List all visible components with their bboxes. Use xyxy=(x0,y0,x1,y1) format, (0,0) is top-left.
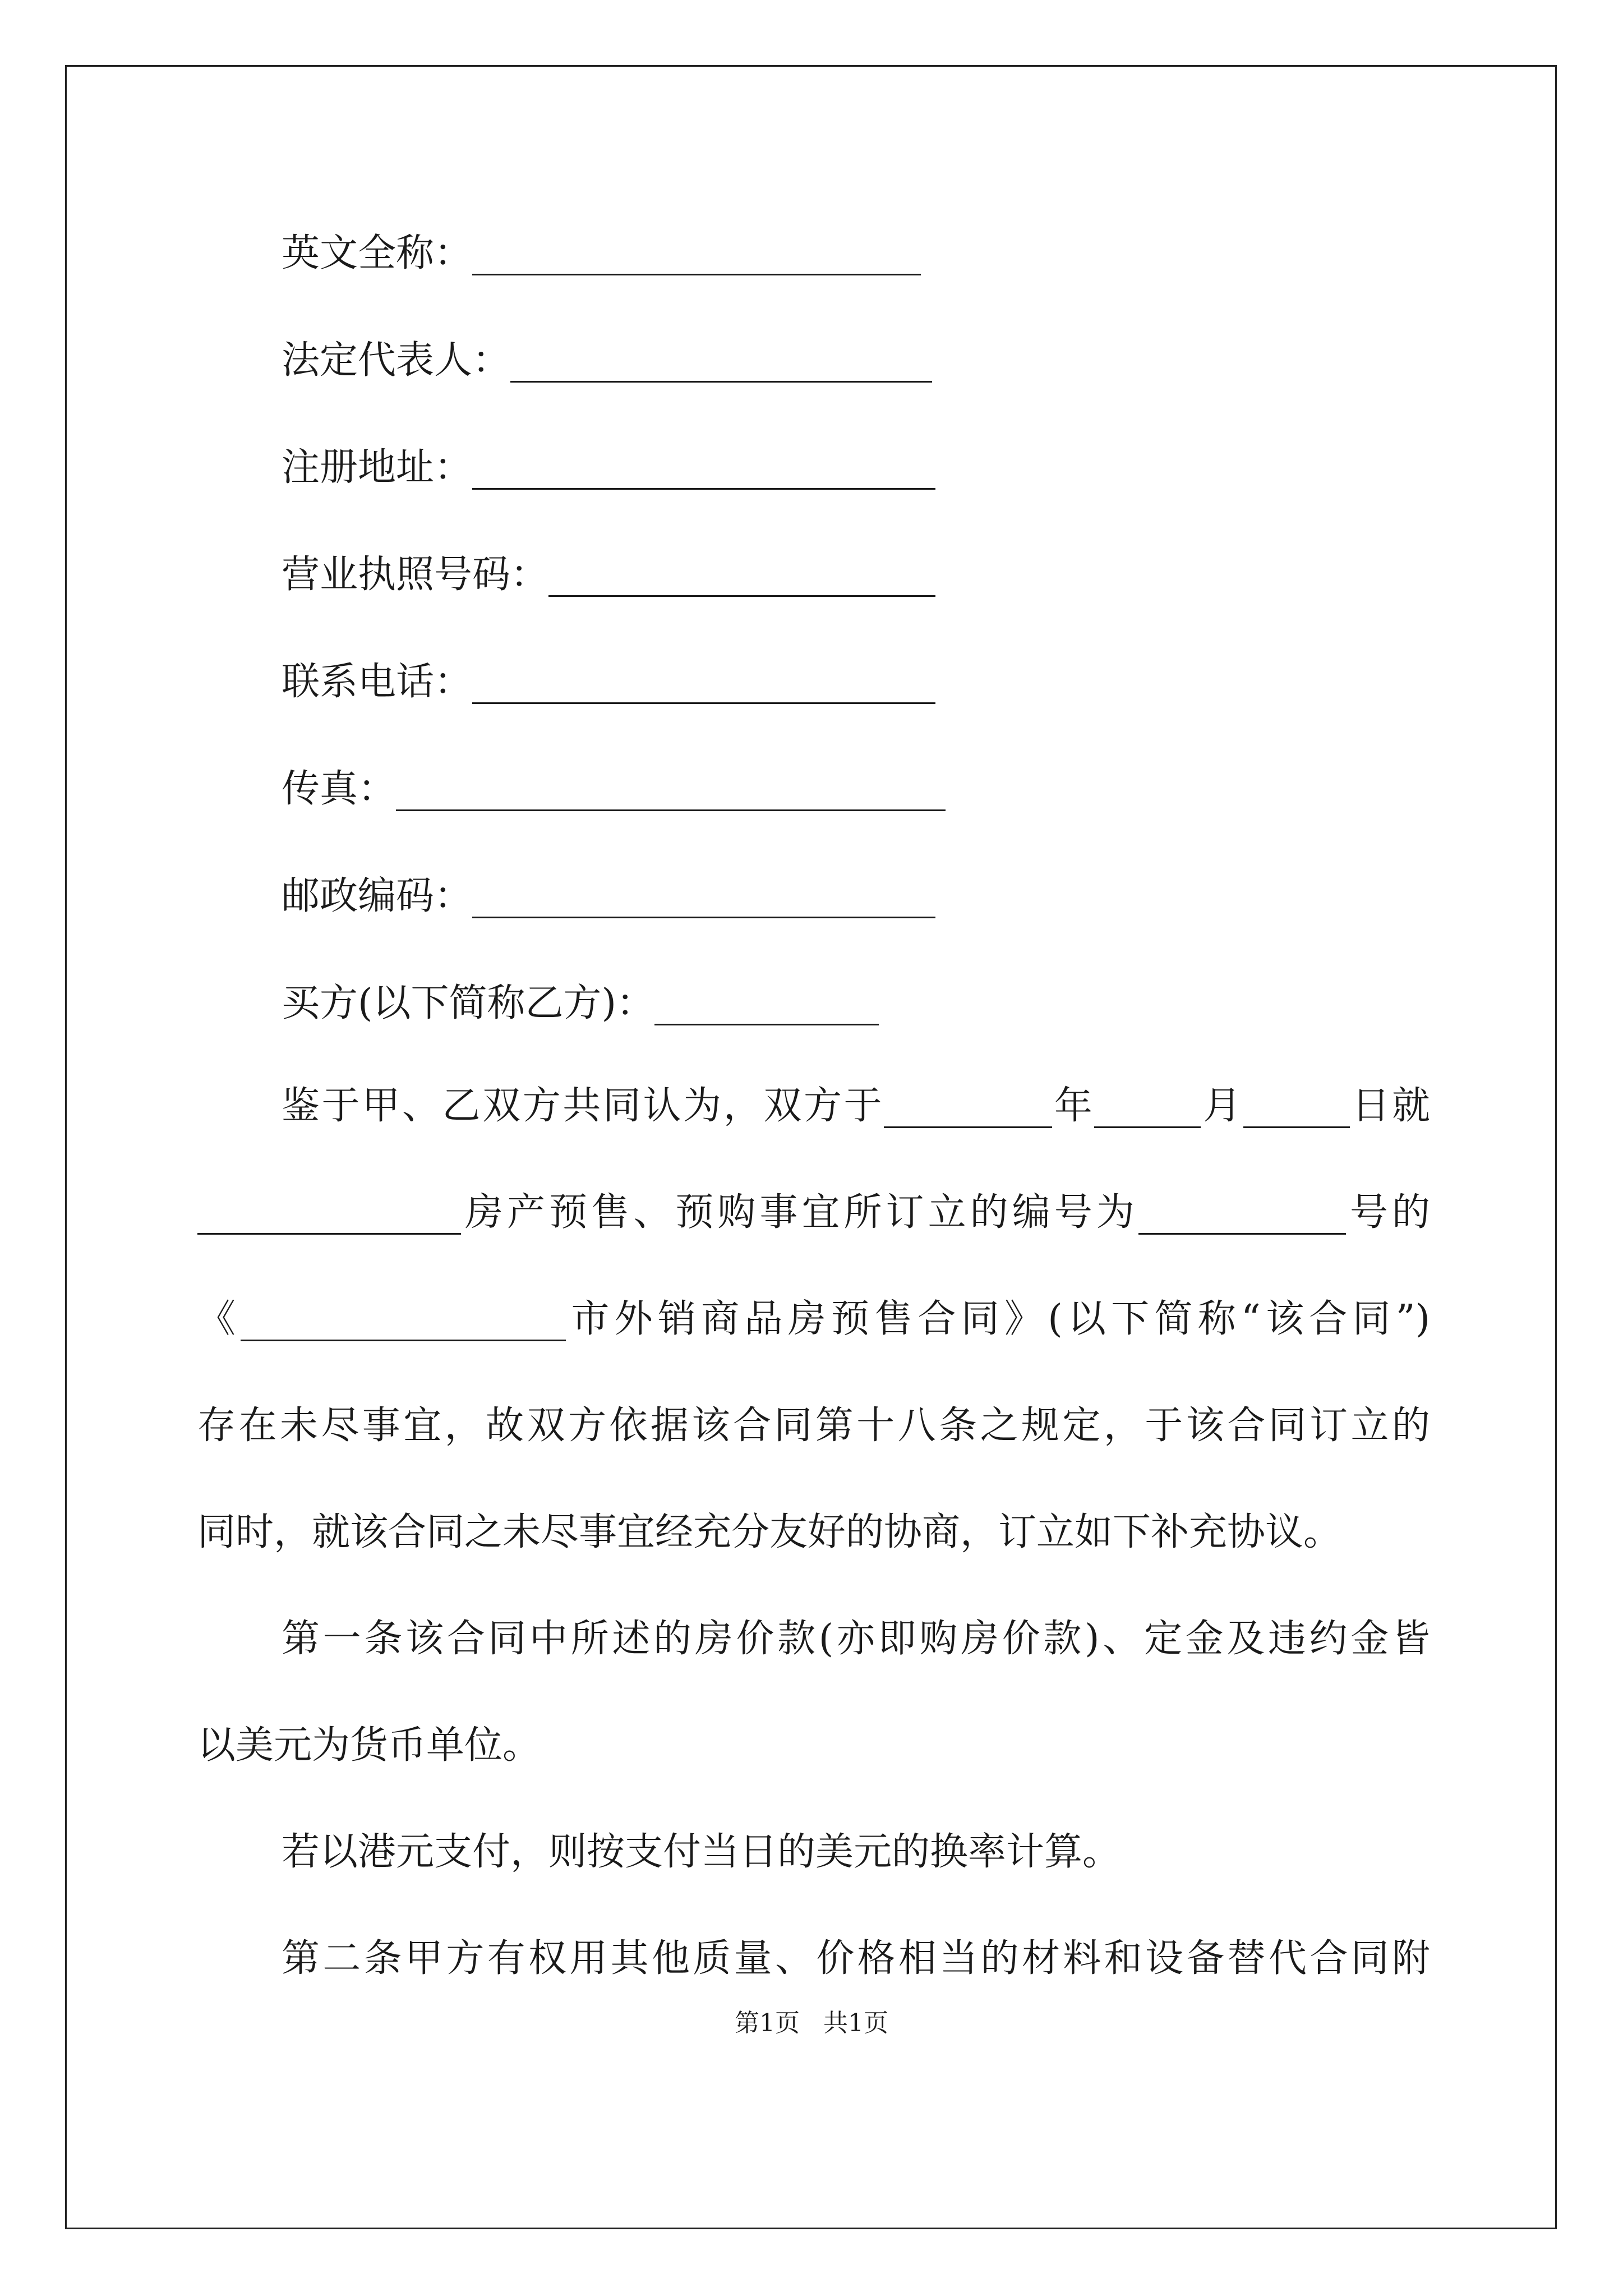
preamble-line-1 xyxy=(282,1084,1430,1129)
field-phone xyxy=(282,660,935,705)
field-label: 英文全称： xyxy=(282,231,473,275)
fill-blank-day[interactable] xyxy=(1243,1084,1350,1128)
fill-blank[interactable] xyxy=(472,445,935,490)
preamble-line-5: 同时，就该合同之未尽事宜经充分友好的协商，订立如下补充协议。 xyxy=(197,1510,1342,1554)
article-2-line-1: 第二条甲方有权用其他质量、价格相当的材料和设备替代合同附 xyxy=(282,1936,1430,1981)
fill-blank[interactable] xyxy=(654,981,879,1025)
preamble-text: 《 xyxy=(197,1297,241,1341)
field-label: 传真： xyxy=(282,767,396,811)
field-business-license-number xyxy=(282,553,935,597)
preamble-line-3 xyxy=(197,1297,1430,1342)
article-1-line-1: 第一条该合同中所述的房价款(亦即购房价款)、定金及违约金皆 xyxy=(282,1617,1430,1661)
fill-blank-city[interactable] xyxy=(241,1297,566,1341)
fill-blank[interactable] xyxy=(510,338,932,383)
exchange-rate-note: 若以港元支付，则按支付当日的美元的换率计算。 xyxy=(282,1830,1121,1874)
field-postal-code xyxy=(282,874,935,919)
field-label: 买方(以下简称乙方)： xyxy=(282,981,655,1025)
preamble-text: 市外销商品房预售合同》(以下简称“该合同”) xyxy=(566,1297,1430,1341)
fill-blank[interactable] xyxy=(548,553,935,597)
field-registered-address xyxy=(282,445,935,490)
field-label: 邮政编码： xyxy=(282,874,473,918)
article-1-line-2: 以美元为货币单位。 xyxy=(197,1723,541,1768)
field-fax xyxy=(282,767,946,812)
fill-blank[interactable] xyxy=(472,874,935,918)
preamble-text: 房产预售、预购事宜所订立的编号为 xyxy=(461,1190,1138,1235)
field-label: 联系电话： xyxy=(282,660,473,704)
field-english-name xyxy=(282,231,921,276)
preamble-text: 鉴于甲、乙双方共同认为，双方于 xyxy=(282,1084,884,1128)
fill-blank[interactable] xyxy=(472,660,935,704)
preamble-text: 日就 xyxy=(1349,1084,1430,1128)
fill-blank[interactable] xyxy=(396,767,946,811)
field-label: 注册地址： xyxy=(282,445,473,490)
preamble-text: 年 xyxy=(1052,1084,1095,1128)
field-label: 营业执照号码： xyxy=(282,553,549,597)
field-legal-representative xyxy=(282,338,932,383)
field-buyer xyxy=(282,981,879,1026)
preamble-line-2 xyxy=(197,1190,1430,1235)
page-number-footer: 第1页 共1页 xyxy=(735,2009,888,2037)
field-label: 法定代表人： xyxy=(282,338,511,383)
preamble-text: 月 xyxy=(1201,1084,1243,1128)
page-border xyxy=(65,65,1557,2229)
fill-blank-contract-number[interactable] xyxy=(1138,1190,1346,1235)
preamble-text: 号的 xyxy=(1345,1190,1430,1235)
fill-blank-month[interactable] xyxy=(1094,1084,1201,1128)
fill-blank[interactable] xyxy=(472,231,921,275)
fill-blank-year[interactable] xyxy=(884,1084,1052,1128)
preamble-line-4: 存在未尽事宜，故双方依据该合同第十八条之规定，于该合同订立的 xyxy=(197,1404,1430,1448)
fill-blank-property[interactable] xyxy=(197,1190,461,1235)
